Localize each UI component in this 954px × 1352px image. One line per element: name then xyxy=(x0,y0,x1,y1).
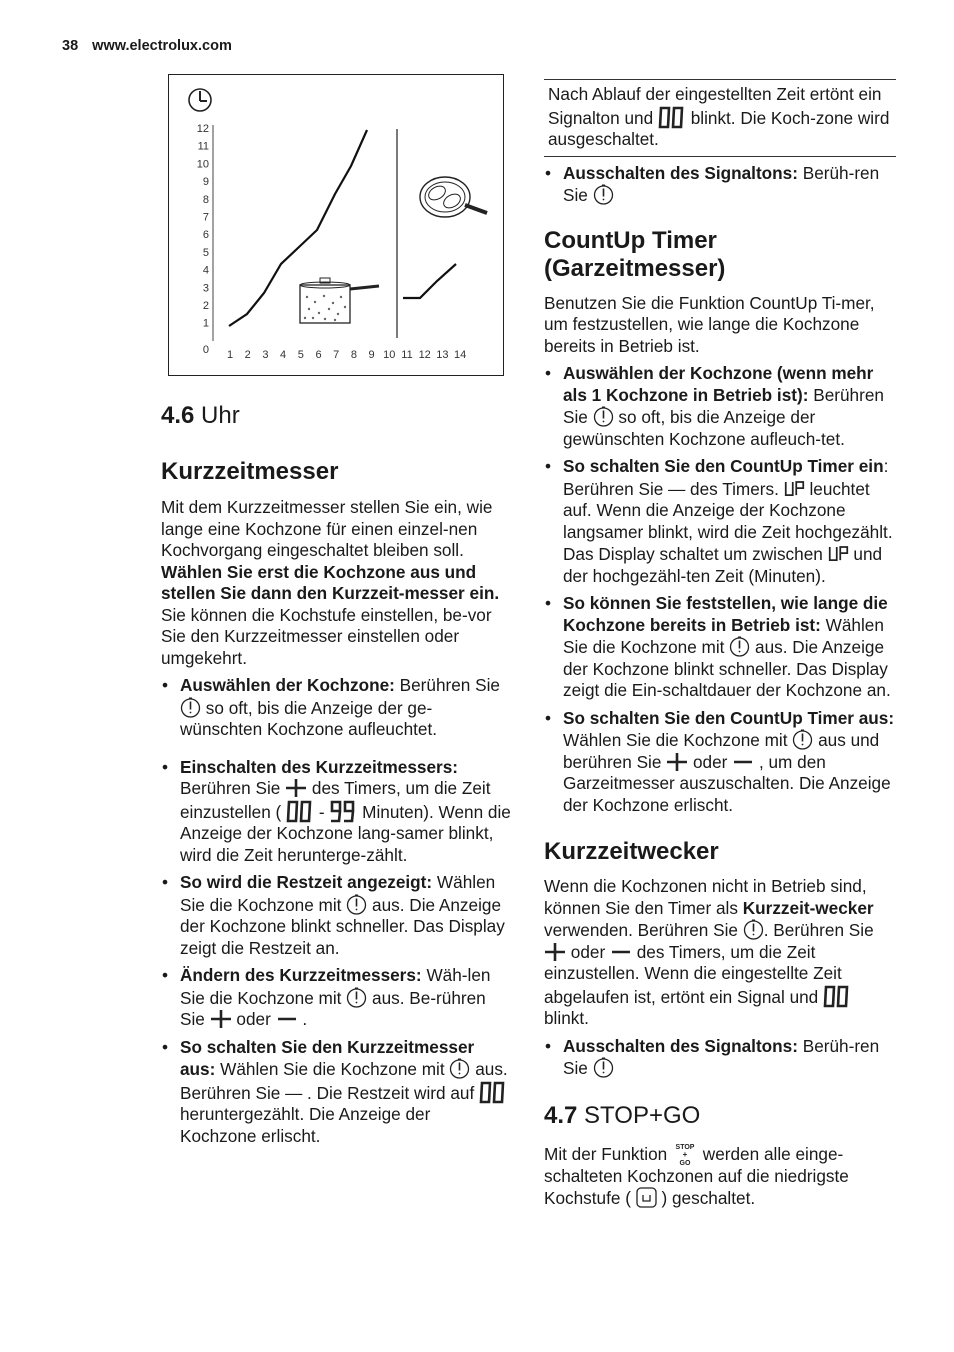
y-tick-labels xyxy=(197,123,209,356)
x-tick-label: 4 xyxy=(280,349,287,361)
display-00-icon xyxy=(479,1081,507,1104)
display-up-icon xyxy=(828,543,849,564)
plus-icon xyxy=(210,1010,232,1028)
y-tick-label: 0 xyxy=(202,344,209,356)
x-tick-label: 13 xyxy=(436,349,449,361)
list-item: • So schalten Sie den CountUp Timer ein: Berühren Sie — des Timers. leuchtet auf. Wenn die Anzeige der Kochzone langsamer blinkt, wird die Zeit hochgezählt. Das Display schaltet um zwischen und der hochgezähl-ten Zeit (Minuten). xyxy=(544,456,896,587)
x-tick-label: 9 xyxy=(368,349,375,361)
x-tick-label: 8 xyxy=(350,349,357,361)
svg-text:GO: GO xyxy=(679,1159,691,1166)
timer-icon xyxy=(180,697,201,718)
subheading-countup: CountUp Timer (Garzeitmesser) xyxy=(544,226,726,282)
kurzzeitwecker-text: Wenn die Kochzonen nicht in Betrieb sind, können Sie den Timer als Kurzzeit-wecker verwenden. Berühren Sie . Berühren Sie oder des Timers, um die Zeit einzustellen. Wenn die eingestellte Zeit abgelaufen ist, ertönt ein Signal und blinkt. xyxy=(544,876,874,1028)
svg-text:STOP: STOP xyxy=(675,1143,695,1151)
list-item: • Auswählen der Kochzone: Berühren Sie so oft, bis die Anzeige der ge-wünschten Kochzone aufleuchtet. xyxy=(161,675,511,741)
plus-icon xyxy=(285,779,307,797)
stopgo-text: Mit der Funktion STOP + GO werden alle einge-schalteten Kochzonen auf die niedrigste Kochstufe ( ) geschaltet. xyxy=(544,1143,849,1208)
pan-icon xyxy=(420,177,487,217)
note-box: Nach Ablauf der eingestellten Zeit ertönt ein Signalton und blinkt. Die Koch-zone wird ausgeschaltet. xyxy=(544,79,896,157)
x-tick-label: 11 xyxy=(401,349,413,361)
section-title-stopgo: 4.7 STOP+GO xyxy=(544,1101,701,1129)
y-tick-label: 1 xyxy=(202,317,209,330)
plus-icon xyxy=(544,943,566,961)
display-00-icon xyxy=(286,800,314,823)
x-tick-label: 14 xyxy=(453,349,467,361)
heating-curve xyxy=(229,130,367,326)
display-99-icon xyxy=(329,800,357,823)
list-item: • Auswählen der Kochzone (wenn mehr als 1 Kochzone in Betrieb ist): Berühren Sie so oft, bis die Anzeige der gewünschten Kochzone aufleuch-tet. xyxy=(544,363,896,450)
page-header xyxy=(62,38,232,54)
kurzzeitmesser-list xyxy=(161,675,511,1147)
x-tick-label: 1 xyxy=(226,349,234,361)
list-item: • Einschalten des Kurzzeitmessers: Berühren Sie des Timers, um die Zeit einzustellen ( - Minuten). Wenn die Anzeige der Kochzone lang-samer blinkt, wird die Zeit herunterge-zählt. xyxy=(161,757,511,867)
y-tick-label: 7 xyxy=(202,211,209,224)
x-tick-label: 3 xyxy=(262,349,269,361)
subheading-kurzzeitmesser: Kurzzeitmesser xyxy=(161,458,339,485)
list-item: • So können Sie feststellen, wie lange die Kochzone bereits in Betrieb ist: Wählen Sie die Kochzone mit aus. Die Anzeige der Kochzone blinkt schneller. Das Display zeigt die Ein-schaltdauer der Kochzone an. xyxy=(544,593,896,702)
left-column xyxy=(161,402,511,1147)
countup-list xyxy=(544,363,896,816)
minus-icon xyxy=(610,943,632,961)
timer-icon xyxy=(729,636,750,657)
frying-curve xyxy=(403,264,456,298)
y-tick-label: 12 xyxy=(196,123,209,135)
section-title-uhr: 4.6 Uhr xyxy=(161,402,240,429)
site-url: www.electrolux.com xyxy=(92,38,232,54)
svg-text:+: + xyxy=(682,1149,688,1159)
y-tick-label: 8 xyxy=(202,193,209,206)
x-tick-label: 10 xyxy=(383,349,396,361)
y-tick-label: 3 xyxy=(202,282,209,295)
list-item: • So wird die Restzeit angezeigt: Wählen Sie die Kochzone mit aus. Die Anzeige der Kochzone blinkt schneller. Das Display zeigt die Restzeit an. xyxy=(161,872,511,959)
x-tick-label: 6 xyxy=(315,349,322,361)
minus-icon xyxy=(276,1010,298,1028)
y-tick-label: 2 xyxy=(202,300,209,312)
figure-svg xyxy=(169,75,505,377)
y-tick-label: 11 xyxy=(197,140,209,153)
countup-intro: Benutzen Sie die Funktion CountUp Ti-mer, um festzustellen, wie lange die Kochzone bereits in Betrieb ist. xyxy=(544,292,875,356)
y-tick-label: 4 xyxy=(202,264,209,277)
x-tick-label: 5 xyxy=(297,349,304,361)
timer-icon xyxy=(346,894,367,915)
plus-icon xyxy=(666,753,688,771)
cooking-time-figure xyxy=(168,74,504,376)
y-tick-label: 6 xyxy=(202,229,209,242)
list-item: • Ändern des Kurzzeitmessers: Wäh-len Sie die Kochzone mit aus. Be-rühren Sie oder . xyxy=(161,965,511,1031)
pot-icon xyxy=(300,278,379,323)
display-up-icon xyxy=(784,478,805,499)
display-00-icon xyxy=(658,106,686,129)
x-tick-label: 7 xyxy=(333,349,340,361)
intro-bold: Wählen Sie erst die Kochzone aus und stellen Sie dann den Kurzzeit-messer ein. xyxy=(161,561,500,603)
x-tick-label: 2 xyxy=(244,349,251,361)
x-tick-label: 12 xyxy=(418,349,431,361)
low-heat-icon xyxy=(636,1187,657,1208)
timer-icon xyxy=(743,919,764,940)
timer-icon xyxy=(593,406,614,427)
timer-icon xyxy=(449,1058,470,1079)
y-tick-label: 9 xyxy=(202,176,209,189)
intro-text: Mit dem Kurzzeitmesser stellen Sie ein, wie lange eine Kochzone für einen einzel-nen Kochvorgang eingeschaltet bleiben soll. xyxy=(161,497,493,560)
display-00-icon xyxy=(823,985,851,1008)
signal-list-2 xyxy=(544,1036,896,1080)
timer-icon xyxy=(346,987,367,1008)
y-tick-label: 5 xyxy=(202,246,209,259)
timer-icon xyxy=(792,729,813,750)
right-column xyxy=(544,79,896,1210)
signal-list-1 xyxy=(544,163,896,207)
timer-icon xyxy=(593,1057,614,1078)
y-tick-label: 10 xyxy=(196,158,209,171)
list-item: • Ausschalten des Signaltons: Berüh-ren Sie xyxy=(544,163,896,207)
minus-icon xyxy=(732,753,754,771)
intro-text-2: Sie können die Kochstufe einstellen, be-vor Sie den Kurzzeitmesser einstellen oder umgekehrt. xyxy=(161,604,492,668)
page-number: 38 xyxy=(62,38,79,54)
x-tick-labels xyxy=(227,349,466,361)
list-item: • Ausschalten des Signaltons: Berüh-ren Sie xyxy=(544,1036,896,1080)
stop-go-icon xyxy=(672,1142,698,1166)
clock-icon xyxy=(189,89,211,111)
list-item: • So schalten Sie den Kurzzeitmesser aus: Wählen Sie die Kochzone mit aus. Berühren Sie — . Die Restzeit wird auf heruntergezählt. Die Anzeige der Kochzone erlischt. xyxy=(161,1037,511,1148)
timer-icon xyxy=(593,184,614,205)
subheading-kurzzeitwecker: Kurzzeitwecker xyxy=(544,838,719,865)
list-item: • So schalten Sie den CountUp Timer aus: Wählen Sie die Kochzone mit aus und berühren Sie oder , um den Garzeitmesser auszuschalten. Die Anzeige der Kochzone erlischt. xyxy=(544,708,896,817)
